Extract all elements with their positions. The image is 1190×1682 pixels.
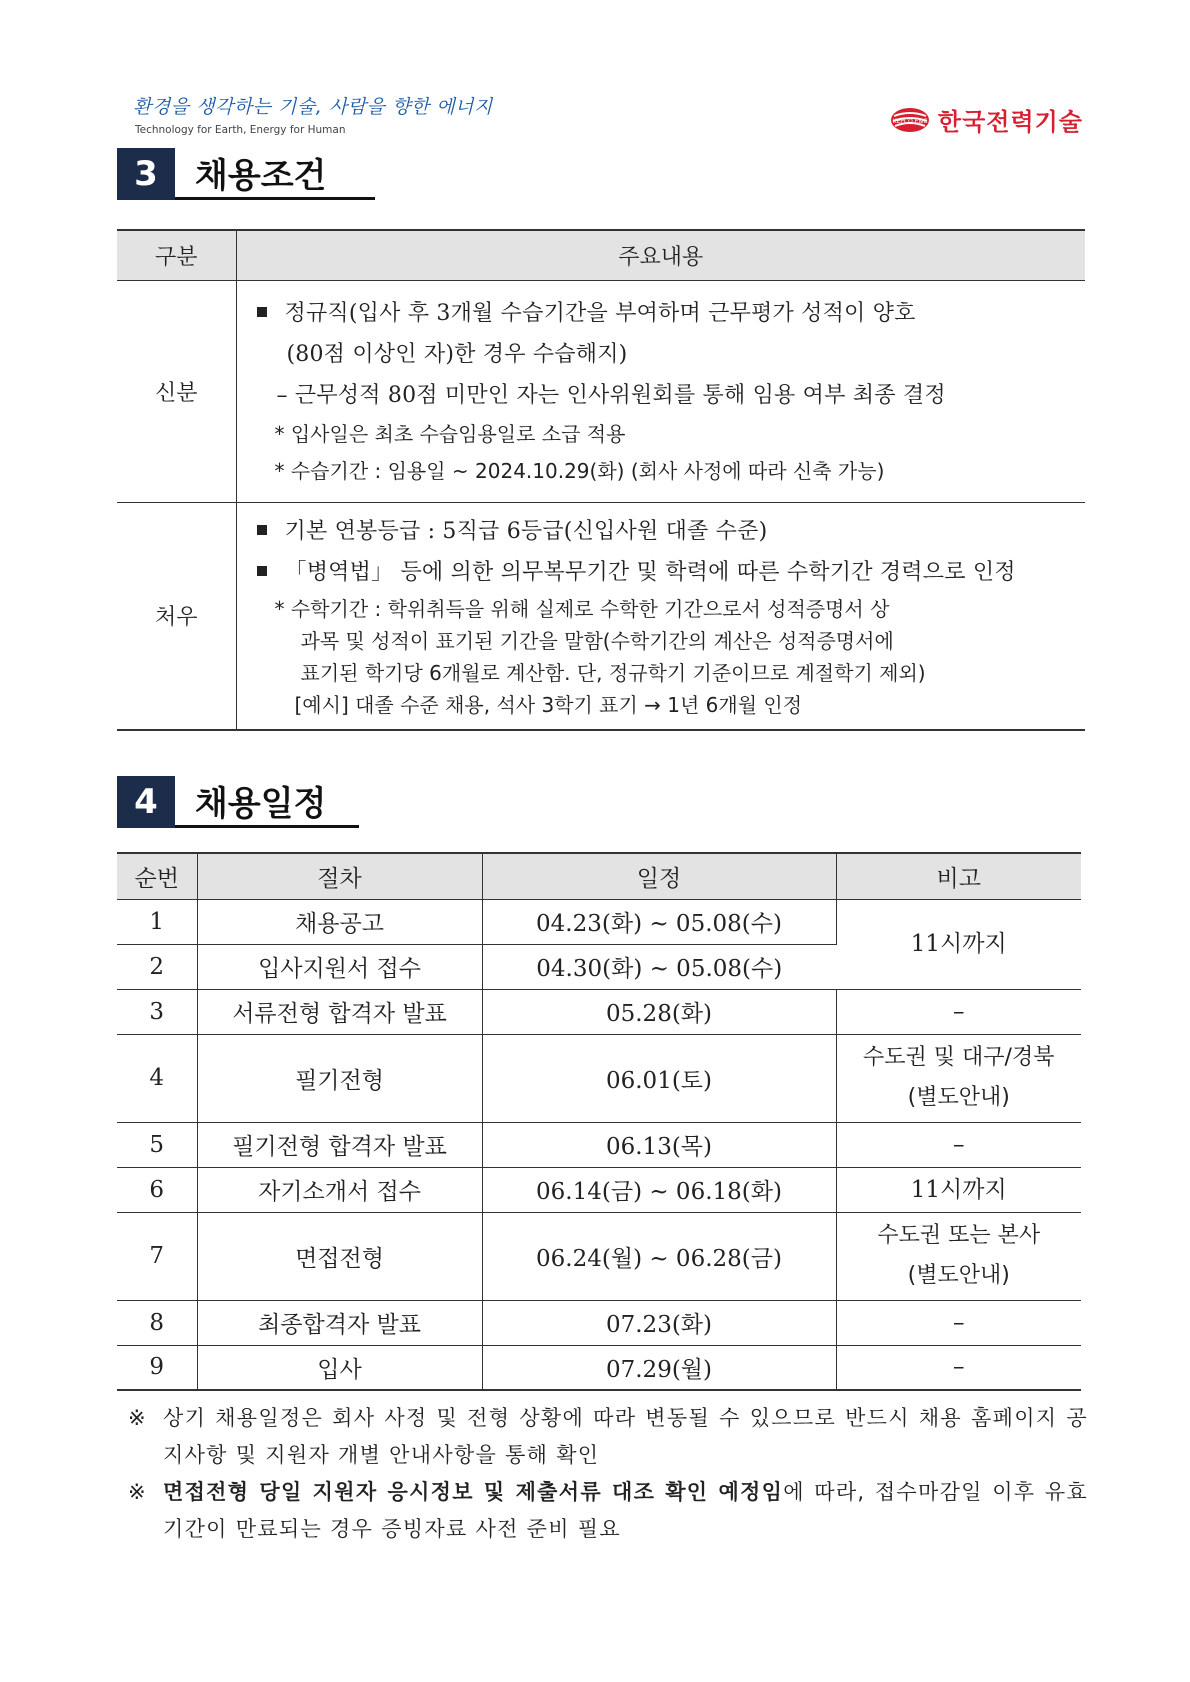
content-cell: [236, 280, 1085, 502]
step-name: 필기전형: [197, 1034, 482, 1122]
step-date: 04.23(화) ~ 05.08(수): [482, 899, 836, 944]
step-remark: [836, 1212, 1081, 1300]
step-remark: 11시까지: [836, 899, 1081, 989]
page-header: [133, 92, 1083, 142]
table-row: [117, 1300, 1081, 1345]
square-bullet-icon: [257, 525, 267, 535]
table-row: [117, 1034, 1081, 1122]
reference-mark: ※: [128, 1406, 146, 1430]
logo-mark-icon: [890, 107, 930, 133]
section-4-heading: [117, 770, 359, 828]
section-title: 채용일정: [175, 776, 359, 828]
schedule-notes: [128, 1400, 1088, 1548]
step-date: 06.14(금) ~ 06.18(화): [482, 1167, 836, 1212]
step-date: 07.23(화): [482, 1300, 836, 1345]
note-emphasis: 면접전형 당일 지원자 응시정보 및 제출서류 대조 확인 예정임: [163, 1480, 784, 1504]
list-item: * 수학기간 : 학위취득을 위해 실제로 수학한 기간으로서 성적증명서 상: [274, 596, 890, 621]
step-remark: 11시까지: [836, 1167, 1081, 1212]
section-number: 4: [117, 776, 175, 828]
table-row: [117, 1345, 1081, 1390]
step-number: 3: [117, 989, 197, 1034]
remark-line: 수도권 및 대구/경북: [863, 1045, 1055, 1070]
note-item: [128, 1400, 1088, 1474]
table-header-row: [117, 230, 1085, 280]
table-row: [117, 280, 1085, 502]
content-cell: [236, 502, 1085, 730]
column-header: 순번: [117, 853, 197, 899]
step-date: 06.24(월) ~ 06.28(금): [482, 1212, 836, 1300]
step-number: 9: [117, 1345, 197, 1390]
column-header: 구분: [117, 230, 236, 280]
table-row: [117, 1122, 1081, 1167]
list-item: 기본 연봉등급 : 5직급 6등급(신입사원 대졸 수준): [257, 511, 1074, 552]
step-remark: –: [836, 1300, 1081, 1345]
list-item: * 수습기간 : 임용일 ~ 2024.10.29(화) (회사 사정에 따라 신축 가능): [274, 458, 885, 483]
category-cell: 신분: [117, 280, 236, 502]
table-header-row: [117, 853, 1081, 899]
step-number: 5: [117, 1122, 197, 1167]
column-header: 절차: [197, 853, 482, 899]
table-row: [117, 989, 1081, 1034]
list-item: [예시] 대졸 수준 채용, 석사 3학기 표기 → 1년 6개월 인정: [294, 692, 803, 717]
column-header: 비고: [836, 853, 1081, 899]
category-cell: 처우: [117, 502, 236, 730]
section-number: 3: [117, 148, 175, 200]
remark-line: 수도권 또는 본사: [877, 1223, 1041, 1248]
slogan-english: Technology for Earth, Energy for Human: [135, 124, 346, 136]
step-number: 7: [117, 1212, 197, 1300]
step-remark: –: [836, 989, 1081, 1034]
step-remark: –: [836, 1345, 1081, 1390]
recruitment-schedule-table: [117, 852, 1081, 1391]
step-name: 채용공고: [197, 899, 482, 944]
list-item: 표기된 학기당 6개월로 계산함. 단, 정규학기 기준이므로 계절학기 제외): [300, 660, 926, 685]
column-header: 일정: [482, 853, 836, 899]
remark-line: (별도안내): [907, 1263, 1010, 1288]
step-remark: –: [836, 1122, 1081, 1167]
logo-text: 한국전력기술: [937, 108, 1083, 136]
step-name: 입사: [197, 1345, 482, 1390]
square-bullet-icon: [257, 566, 267, 576]
step-date: 05.28(화): [482, 989, 836, 1034]
step-number: 8: [117, 1300, 197, 1345]
svg-text:KEPCO E&C: KEPCO E&C: [892, 117, 928, 125]
note-text: 상기 채용일정은 회사 사정 및 전형 상황에 따라 변동될 수 있으므로 반드시 채용 홈페이지 공지사항 및 지원자 개별 안내사항을 통해 확인: [163, 1406, 1088, 1467]
step-date: 06.13(목): [482, 1122, 836, 1167]
step-date: 07.29(월): [482, 1345, 836, 1390]
step-name: 서류전형 합격자 발표: [197, 989, 482, 1034]
list-item: * 입사일은 최초 수습임용일로 소급 적용: [274, 421, 626, 446]
step-date: 04.30(화) ~ 05.08(수): [482, 944, 836, 989]
step-name: 면접전형: [197, 1212, 482, 1300]
section-3-heading: [117, 142, 375, 200]
company-logo: [890, 102, 1083, 137]
list-item: 과목 및 성적이 표기된 기간을 말함(수학기간의 계산은 성적증명서에: [300, 628, 894, 653]
table-row: [117, 1167, 1081, 1212]
step-number: 1: [117, 899, 197, 944]
remark-line: (별도안내): [907, 1085, 1010, 1110]
section-title: 채용조건: [175, 148, 375, 200]
table-row: [117, 899, 1081, 944]
step-remark: [836, 1034, 1081, 1122]
list-item: (80점 이상인 자)한 경우 수습해지): [286, 341, 628, 367]
step-number: 6: [117, 1167, 197, 1212]
step-name: 입사지원서 접수: [197, 944, 482, 989]
square-bullet-icon: [257, 307, 267, 317]
list-item: 정규직(입사 후 3개월 수습기간을 부여하며 근무평가 성적이 양호: [257, 293, 1074, 334]
step-name: 필기전형 합격자 발표: [197, 1122, 482, 1167]
reference-mark: ※: [128, 1480, 146, 1504]
column-header: 주요내용: [236, 230, 1085, 280]
step-number: 4: [117, 1034, 197, 1122]
employment-conditions-table: [117, 229, 1085, 731]
step-date: 06.01(토): [482, 1034, 836, 1122]
slogan: 환경을 생각하는 기술, 사람을 향한 에너지: [133, 96, 493, 118]
table-row: [117, 502, 1085, 730]
step-number: 2: [117, 944, 197, 989]
note-item: [128, 1474, 1088, 1548]
note-text: 면접전형 당일 지원자 응시정보 및 제출서류 대조 확인 예정임에 따라, 접수마감일 이후 유효기간이 만료되는 경우 증빙자료 사전 준비 필요: [163, 1480, 1088, 1541]
step-name: 자기소개서 접수: [197, 1167, 482, 1212]
list-item: – 근무성적 80점 미만인 자는 인사위원회를 통해 임용 여부 최종 결정: [276, 382, 946, 408]
list-item: 「병역법」 등에 의한 의무복무기간 및 학력에 따른 수학기간 경력으로 인정: [257, 552, 1074, 593]
step-name: 최종합격자 발표: [197, 1300, 482, 1345]
table-row: [117, 1212, 1081, 1300]
